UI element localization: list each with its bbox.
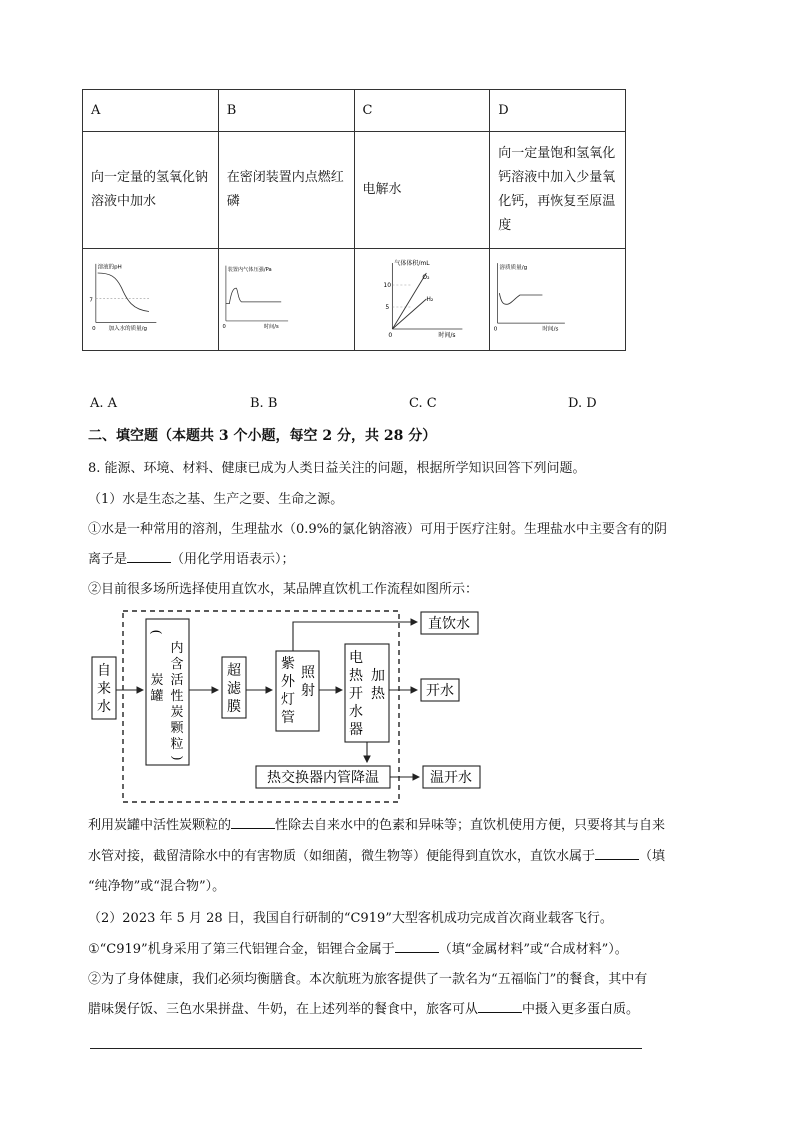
svg-text:时间/s: 时间/s [542, 326, 559, 333]
svg-text:气体体积/mL: 气体体积/mL [393, 260, 430, 267]
svg-text:炭: 炭 [150, 673, 164, 688]
answer-blank[interactable] [231, 816, 275, 829]
svg-text:加入水的质量/g: 加入水的质量/g [108, 325, 148, 332]
svg-text:时间/s: 时间/s [263, 323, 279, 330]
svg-text:颗: 颗 [170, 721, 184, 736]
svg-text:射: 射 [301, 683, 315, 699]
svg-text:O₂: O₂ [421, 274, 430, 281]
graph-b [218, 249, 354, 351]
svg-text:0: 0 [222, 323, 226, 330]
svg-text:热: 热 [349, 668, 363, 684]
header-b: B [218, 90, 354, 132]
footer-rule [90, 1048, 642, 1049]
svg-text:紫: 紫 [281, 656, 295, 672]
svg-text:溶质质量/g: 溶质质量/g [499, 264, 528, 271]
svg-text:水: 水 [97, 699, 111, 715]
svg-text:罐: 罐 [150, 689, 164, 704]
answer-blank[interactable] [127, 550, 171, 563]
svg-text:): ) [169, 755, 184, 761]
desc-c: 电解水 [354, 132, 490, 249]
svg-text:电: 电 [349, 650, 363, 666]
p2-2-line-b: 腊味煲仔饭、三色水果拼盘、牛奶，在上述列举的餐食中，旅客可从 中摄入更多蛋白质。 [88, 1002, 640, 1017]
graph-d [490, 249, 626, 351]
svg-text:灯: 灯 [281, 692, 295, 708]
choice-d[interactable]: D. D [568, 396, 597, 411]
p2-1-line: ①“C919”机身采用了第三代铝锂合金，铝锂合金属于 （填“金属材料”或“合成材料”）。 [88, 942, 628, 957]
after-diagram-line-3: “纯净物”或“混合物”）。 [88, 879, 226, 894]
svg-text:10: 10 [382, 282, 391, 289]
svg-text:0: 0 [387, 332, 392, 339]
svg-text:0: 0 [493, 326, 498, 333]
svg-text:内: 内 [170, 641, 184, 656]
svg-text:外: 外 [281, 674, 295, 690]
svg-text:H₂: H₂ [425, 296, 433, 303]
desc-b: 在密闭装置内点燃红磷 [218, 132, 354, 249]
svg-text:性: 性 [170, 689, 184, 704]
p1-2-line: ②目前很多场所选择使用直饮水，某品牌直饮机工作流程如图所示： [88, 582, 479, 597]
graph-a [83, 249, 219, 351]
answer-blank[interactable] [595, 847, 639, 860]
choice-b[interactable]: B. B [250, 396, 278, 411]
header-d: D [490, 90, 626, 132]
svg-text:溶液的pH: 溶液的pH [97, 264, 122, 271]
section-title: 二、填空题（本题共 3 个小题，每空 2 分，共 28 分） [88, 428, 437, 444]
svg-text:器: 器 [349, 722, 363, 738]
p1-1-line-a: ①水是一种常用的溶剂，生理盐水（0.9%的氯化钠溶液）可用于医疗注射。生理盐水中主要含有的阴 [88, 522, 668, 537]
svg-text:炭: 炭 [170, 705, 184, 720]
part2-heading: （2）2023 年 5 月 28 日，我国自行研制的“C919”大型客机成功完成首次商业载客飞行。 [88, 911, 613, 926]
choice-c[interactable]: C. C [409, 396, 437, 411]
svg-text:0: 0 [92, 325, 96, 332]
svg-text:7: 7 [89, 297, 93, 304]
svg-text:水: 水 [349, 704, 363, 720]
options-table [82, 89, 626, 351]
desc-a: 向一定量的氢氧化钠 溶液中加水 [83, 132, 219, 249]
svg-text:自: 自 [97, 663, 111, 679]
svg-text:含: 含 [170, 657, 184, 672]
p1-1-line-b: 离子是 （用化学用语表示）； [88, 552, 295, 567]
svg-text:超: 超 [227, 663, 241, 679]
svg-text:(: ( [148, 629, 163, 635]
question-stem: 8. 能源、环境、材料、健康已成为人类日益关注的问题，根据所学知识回答下列问题。 [88, 461, 586, 476]
svg-text:装置内气体压强/Pa: 装置内气体压强/Pa [227, 266, 272, 273]
water-flow-diagram [80, 600, 500, 805]
desc-d: 向一定量饱和氢氧化 钙溶液中加入少量氧 化钙，再恢复至原温 度 [490, 132, 626, 249]
svg-text:5: 5 [384, 304, 389, 311]
answer-blank[interactable] [478, 1000, 522, 1013]
header-c: C [354, 90, 490, 132]
svg-text:直饮水: 直饮水 [428, 616, 470, 632]
choice-a[interactable]: A. A [90, 396, 118, 411]
svg-text:时间/s: 时间/s [437, 332, 456, 339]
svg-text:开水: 开水 [426, 683, 454, 699]
after-diagram-line-2: 水管对接，截留清除水中的有害物质（如细菌，微生物等）便能得到直饮水，直饮水属于 （填 [88, 849, 666, 864]
svg-text:粒: 粒 [170, 737, 184, 752]
svg-text:加: 加 [371, 668, 385, 684]
svg-text:温开水: 温开水 [430, 770, 472, 786]
svg-text:管: 管 [281, 710, 295, 726]
svg-text:热交换器内管降温: 热交换器内管降温 [267, 770, 379, 786]
after-diagram-line-1: 利用炭罐中活性炭颗粒的 性除去自来水中的色素和异味等；直饮机使用方便，只要将其与自来 [88, 818, 666, 833]
svg-text:膜: 膜 [227, 699, 241, 715]
svg-text:来: 来 [97, 681, 111, 697]
svg-text:照: 照 [301, 665, 315, 681]
svg-text:滤: 滤 [227, 681, 241, 697]
graph-c [354, 249, 490, 351]
answer-blank[interactable] [395, 940, 439, 953]
svg-text:热: 热 [371, 686, 385, 702]
svg-text:活: 活 [170, 673, 184, 688]
part1-heading: （1）水是生态之基、生产之要、生命之源。 [88, 492, 344, 507]
header-a: A [83, 90, 219, 132]
svg-text:开: 开 [349, 686, 363, 702]
p2-2-line-a: ②为了身体健康，我们必须均衡膳食。本次航班为旅客提供了一款名为“五福临门”的餐食，其中有 [88, 972, 648, 987]
